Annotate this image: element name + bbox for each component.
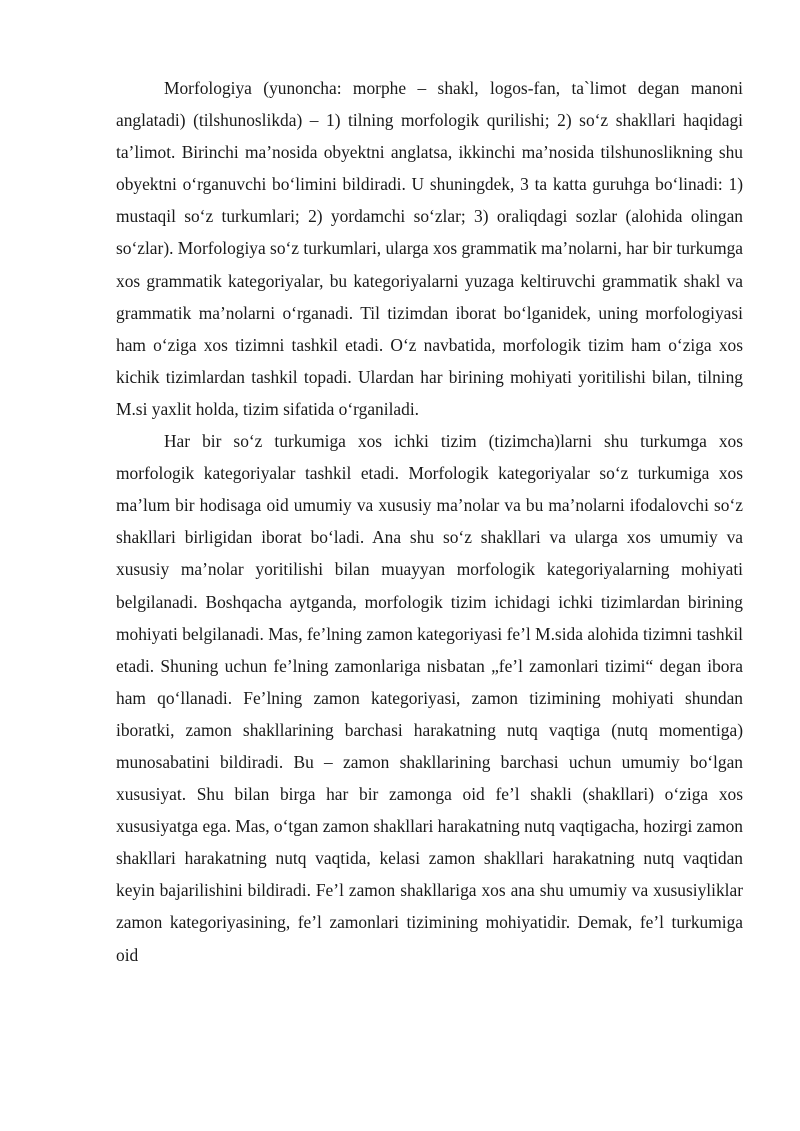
- paragraph-morphological-categories: Har bir so‘z turkumiga xos ichki tizim (tizimcha)larni shu turkumga xos morfologik kategoriyalar tashkil etadi. Morfologik kategoriyalar so‘z turkumiga xos ma’lum bir hodisaga oid umumiy va xususiy ma’nolar va bu ma’nolarni ifodalovchi so‘z shakllari birligidan iborat bo‘ladi. Ana shu so‘z shakllari va ularga xos umumiy va xususiy ma’nolar yoritilishi bilan muayyan morfologik kategoriyalarning mohiyati belgilanadi. Boshqacha aytganda, morfologik tizim ichidagi ichki tizimlardan birining mohiyati belgilanadi. Mas, fe’lning zamon kategoriyasi fe’l M.sida alohida tizimni tashkil etadi. Shuning uchun fe’lning zamonlariga nisbatan „fe’l zamonlari tizimi“ degan ibora ham qo‘llanadi. Fe’lning zamon kategoriyasi, zamon tizimining mohiyati shundan iboratki, zamon shakllarining barchasi harakatning nutq vaqtiga (nutq momentiga) munosabatini bildiradi. Bu – zamon shakllarining barchasi uchun umumiy bo‘lgan xususiyat. Shu bilan birga har bir zamonga oid fe’l shakli (shakllari) o‘ziga xos xususiyatga ega. Mas, o‘tgan zamon shakllari harakatning nutq vaqtigacha, hozirgi zamon shakllari harakatning nutq vaqtida, kelasi zamon shakllari harakatning nutq vaqtidan keyin bajarilishini bildiradi. Fe’l zamon shakllariga xos ana shu umumiy va xususiyliklar zamon kategoriyasining, fe’l zamonlari tizimining mohiyatidir. Demak, fe’l turkumiga oid: [116, 431, 744, 965]
- document-page: [116, 72, 743, 971]
- paragraph-morphology-definition: Morfologiya (yunoncha: morphe – shakl, logos-fan, ta`limot degan manoni anglatadi) (tilshunoslikda) – 1) tilning morfologik qurilishi; 2) so‘z shakllari haqidagi ta’limot. Birinchi ma’nosida obyektni anglatsa, ikkinchi ma’nosida tilshunoslikning shu obyektni o‘rganuvchi bo‘limini bildiradi. U shuningdek, 3 ta katta guruhga bo‘linadi: 1) mustaqil so‘z turkumlari; 2) yordamchi so‘zlar; 3) oraliqdagi sozlar (alohida olingan so‘zlar). Morfologiya so‘z turkumlari, ularga xos grammatik ma’nolarni, har bir turkumga xos grammatik kategoriyalar, bu kategoriyalarni yuzaga keltiruvchi grammatik shakl va grammatik ma’nolarni o‘rganadi. Til tizimdan iborat bo‘lganidek, uning morfologiyasi ham o‘ziga xos tizimni tashkil etadi. O‘z navbatida, morfologik tizim ham o‘ziga xos kichik tizimlardan tashkil topadi. Ulardan har birining mohiyati yoritilishi bilan, tilning M.si yaxlit holda, tizim sifatida o‘rganiladi.: [116, 78, 744, 419]
